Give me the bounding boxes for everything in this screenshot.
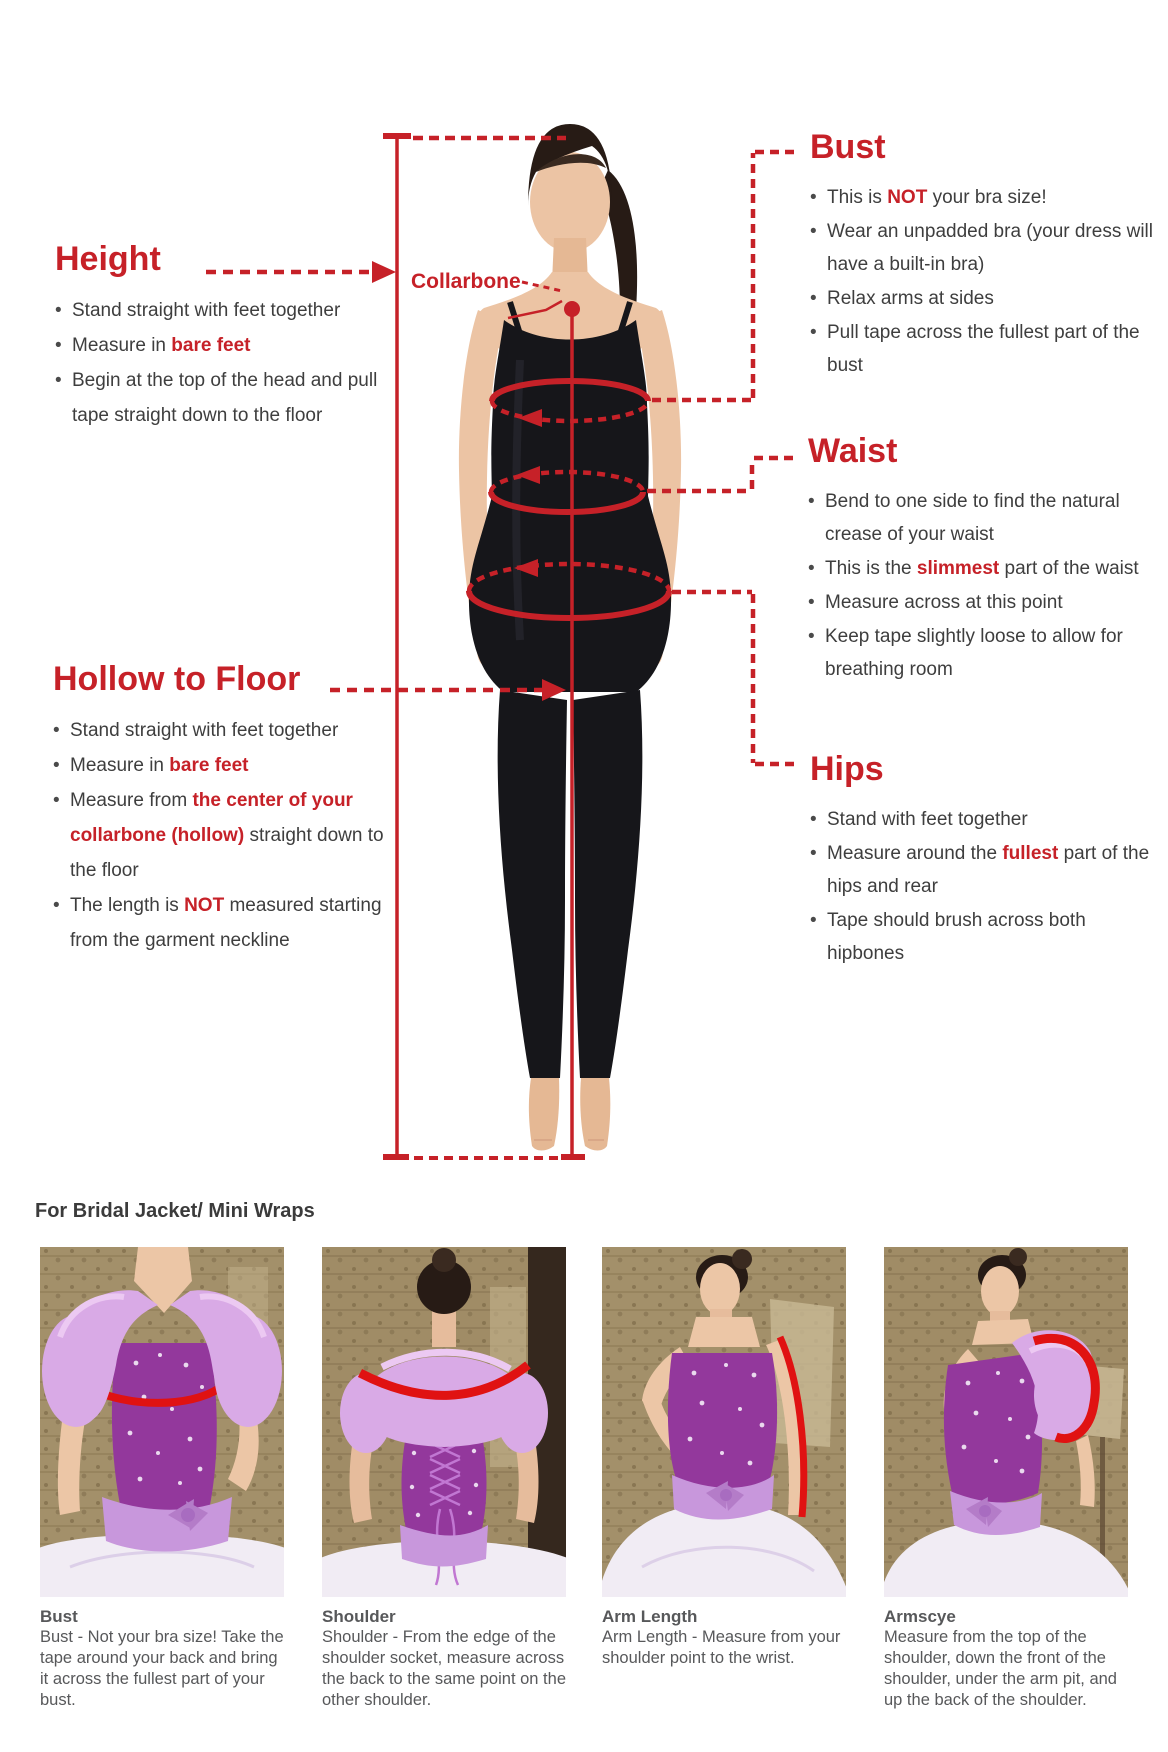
wrap-caption-title: Arm Length [602, 1607, 698, 1626]
bust-photo [40, 1247, 284, 1597]
highlighted-text: slimmest [916, 558, 1000, 579]
bullet-item [808, 485, 1166, 551]
bullet-text: Stand straight with feet together [70, 720, 339, 741]
wrap-caption-text: Arm Length - Measure from your shoulder point to the wrist. [602, 1628, 841, 1667]
bullet-item [55, 363, 387, 433]
bullet-item [53, 748, 391, 783]
wrap-card-shoulder [322, 1247, 566, 1711]
section-bullets-bust [810, 181, 1162, 382]
bullet-item [55, 293, 387, 328]
bullet-text: This is [827, 187, 888, 208]
section-hollow-to-floor [53, 660, 391, 958]
bullet-text: This is the [825, 558, 917, 579]
wrap-caption-text: Shoulder - From the edge of the shoulder socket, measure across the back to the same point on the other shoulder. [322, 1628, 566, 1709]
section-title-waist: Waist [808, 432, 898, 470]
wrap-caption-title: Shoulder [322, 1607, 396, 1626]
section-hips [810, 750, 1162, 971]
highlighted-text: bare feet [171, 335, 251, 356]
section-bullets-height [55, 293, 387, 433]
bullet-text: Stand straight with feet together [72, 300, 341, 321]
bullet-item [810, 316, 1162, 382]
wrap-caption-title: Armscye [884, 1607, 956, 1626]
highlighted-text: bare feet [169, 755, 249, 776]
highlighted-text: fullest [1002, 843, 1059, 864]
hips-connector [672, 592, 798, 764]
section-bullets-waist [808, 485, 1166, 686]
bullet-item [810, 282, 1162, 315]
bullet-item [808, 552, 1166, 585]
bullet-item [810, 904, 1162, 970]
bullet-text: Measure from [70, 790, 193, 811]
highlighted-text: NOT [887, 187, 928, 208]
bullet-item [808, 620, 1166, 686]
bullet-text: your bra size! [927, 187, 1047, 208]
bullet-text: straight down to the floor [70, 825, 384, 881]
wrap-caption-text: Bust - Not your bra size! Take the tape around your back and bring it across the fullest part of your bust. [40, 1628, 284, 1709]
wrap-caption-shoulder [322, 1606, 566, 1711]
highlighted-text: the center of your collarbone (hollow) [70, 790, 353, 846]
section-waist [808, 432, 1166, 687]
section-title-hips: Hips [810, 750, 884, 788]
section-height [55, 240, 387, 433]
bullet-text: Begin at the top of the head and pull tape straight down to the floor [72, 370, 378, 426]
wrap-caption-arm-length [602, 1606, 846, 1669]
bullet-item [808, 586, 1166, 619]
bullet-text: part of the hips and rear [827, 843, 1150, 897]
bullet-text: Stand with feet together [827, 809, 1028, 830]
wrap-card-bust [40, 1247, 284, 1711]
wrap-caption-text: Measure from the top of the shoulder, down the front of the shoulder, under the arm pit, and up the back of the shoulder. [884, 1628, 1117, 1709]
bullet-text: Pull tape across the fullest part of the bust [827, 322, 1140, 376]
bullet-item [810, 803, 1162, 836]
bullet-text: Tape should brush across both hipbones [827, 910, 1086, 964]
highlighted-text: NOT [184, 895, 225, 916]
bust-connector [652, 152, 800, 400]
section-bullets-hollow-to-floor [53, 713, 391, 958]
floor-line [383, 1157, 585, 1158]
collarbone-label: Collarbone [411, 270, 521, 293]
wrap-caption-title: Bust [40, 1607, 78, 1626]
bullet-text: Measure in [72, 335, 172, 356]
wrap-caption-bust [40, 1606, 284, 1711]
arm-length-photo [602, 1247, 846, 1597]
section-bullets-hips [810, 803, 1162, 970]
bullet-item [53, 783, 391, 888]
bullet-item [55, 328, 387, 363]
bullet-text: Wear an unpadded bra (your dress will have a built-in bra) [827, 221, 1153, 275]
armscye-photo [884, 1247, 1128, 1597]
section-title-height: Height [55, 240, 161, 278]
bullet-text: part of the waist [999, 558, 1139, 579]
section-bust [810, 128, 1162, 383]
bullet-text: Bend to one side to find the natural crease of your waist [825, 491, 1120, 545]
bullet-text: Measure across at this point [825, 592, 1063, 613]
bullet-text: Keep tape slightly loose to allow for breathing room [825, 626, 1123, 680]
bullet-text: The length is [70, 895, 185, 916]
bullet-item [810, 837, 1162, 903]
section-title-bust: Bust [810, 128, 886, 166]
wrap-card-arm-length [602, 1247, 846, 1669]
bullet-text: measured starting from the garment neckline [70, 895, 382, 951]
wrap-card-armscye [884, 1247, 1128, 1711]
wraps-section-heading: For Bridal Jacket/ Mini Wraps [35, 1200, 315, 1222]
bullet-text: Measure in [70, 755, 170, 776]
wrap-caption-armscye [884, 1606, 1128, 1711]
bullet-item [810, 181, 1162, 214]
bullet-text: Measure around the [827, 843, 1003, 864]
section-title-hollow-to-floor: Hollow to Floor [53, 660, 301, 698]
bullet-item [53, 888, 391, 958]
bullet-text: Relax arms at sides [827, 288, 994, 309]
shoulder-photo [322, 1247, 566, 1597]
bullet-item [810, 215, 1162, 281]
bullet-item [53, 713, 391, 748]
